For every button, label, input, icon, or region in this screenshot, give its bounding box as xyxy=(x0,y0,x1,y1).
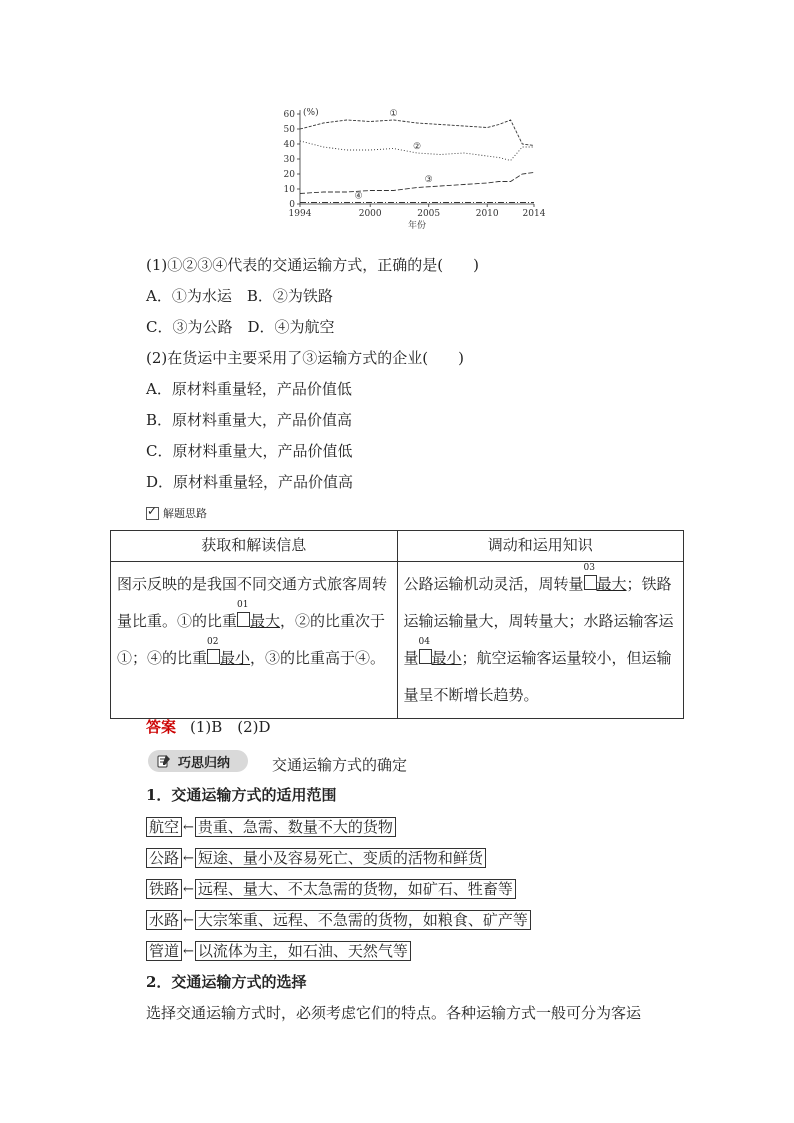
y-tick-label: 60 xyxy=(283,110,295,120)
arrow-left-icon: ← xyxy=(183,850,194,866)
paragraph: 选择交通运输方式时，必须考虑它们的特点。各种运输方式一般可分为客运 xyxy=(146,1004,642,1022)
mode-row-pipeline xyxy=(146,941,411,961)
writing-hand-icon xyxy=(156,753,172,769)
solution-tip-label xyxy=(146,505,207,521)
checkbox-icon xyxy=(146,507,159,520)
mode-box: 水路 xyxy=(146,910,182,930)
y-tick-label: 20 xyxy=(283,170,295,180)
y-tick-label: 10 xyxy=(283,185,295,195)
section-1-heading: 1．交通运输方式的适用范围 xyxy=(146,786,337,804)
blank-box xyxy=(207,637,220,664)
cell-text: ，②的比重次于①；④的比重 xyxy=(117,612,386,667)
answer-fill: 最小 xyxy=(431,649,462,667)
answer-line xyxy=(146,716,271,737)
answer-label: 答案 xyxy=(146,718,177,736)
summary-title: 交通运输方式的确定 xyxy=(272,756,408,774)
series-label-3: ③ xyxy=(424,175,433,185)
question-2-option-c: C．原材料重量大，产品价值低 xyxy=(146,442,353,460)
analysis-table xyxy=(110,530,684,719)
table-header-right: 调动和运用知识 xyxy=(397,531,684,562)
badge-label: 巧思归纳 xyxy=(178,755,231,771)
question-1-options-cd: C．③为公路 D．④为航空 xyxy=(146,318,335,336)
cell-text: ，③的比重高于④。 xyxy=(250,649,386,667)
y-tick-label: 40 xyxy=(283,140,295,150)
mode-row-road xyxy=(146,848,486,868)
series-label-4: ④ xyxy=(354,191,363,202)
series-label-2: ② xyxy=(412,142,422,152)
question-2: (2)在货运中主要采用了③运输方式的企业( ) xyxy=(146,349,464,367)
x-tick-label: 2014 xyxy=(522,209,546,219)
y-axis-label: (%) xyxy=(303,108,319,118)
arrow-left-icon: ← xyxy=(183,912,194,928)
blank-box xyxy=(237,600,250,627)
section-2-heading: 2．交通运输方式的选择 xyxy=(146,973,307,991)
line-chart xyxy=(276,104,546,244)
answer-fill: 最大 xyxy=(596,575,627,593)
x-axis-label: 年份 xyxy=(407,221,427,231)
blank-number: 03 xyxy=(583,563,595,573)
blank-number: 01 xyxy=(237,600,249,610)
question-2-option-b: B．原材料重量大，产品价值高 xyxy=(146,411,353,429)
series-line-3 xyxy=(300,173,534,194)
question-1: (1)①②③④代表的交通运输方式，正确的是( ) xyxy=(146,256,479,274)
series-label-1: ① xyxy=(389,109,398,119)
x-tick-label: 1994 xyxy=(288,209,312,219)
mode-row-rail xyxy=(146,879,516,899)
mode-row-water xyxy=(146,910,531,930)
cell-text: ；航空运输客运量较小，但运输量呈不断增长趋势。 xyxy=(403,649,672,704)
table-row xyxy=(111,562,684,719)
arrow-left-icon: ← xyxy=(183,819,194,835)
arrow-left-icon: ← xyxy=(183,881,194,897)
y-tick-label: 0 xyxy=(289,200,295,210)
question-2-option-d: D．原材料重量轻，产品价值高 xyxy=(146,473,354,491)
mode-desc-box: 短途、量小及容易死亡、变质的活物和鲜货 xyxy=(195,848,486,868)
chart-svg xyxy=(276,104,546,244)
mode-desc-box: 大宗笨重、远程、不急需的货物，如粮食、矿产等 xyxy=(195,910,531,930)
mode-desc-box: 远程、量大、不太急需的货物，如矿石、牲畜等 xyxy=(195,879,516,899)
cell-text: 公路运输机动灵活，周转量 xyxy=(403,575,584,593)
question-1-options-ab: A．①为水运 B．②为铁路 xyxy=(146,287,333,305)
mode-box: 管道 xyxy=(146,941,182,961)
answer-text: (1)B (2)D xyxy=(190,718,271,736)
table-cell-info xyxy=(111,562,398,719)
answer-fill: 最大 xyxy=(250,612,281,630)
x-tick-label: 2000 xyxy=(358,209,382,219)
mode-desc-box: 以流体为主，如石油、天然气等 xyxy=(195,941,411,961)
blank-number: 02 xyxy=(207,637,219,647)
cell-text: 图示反映的是我国不同交通方式旅客周转量比重。①的比重 xyxy=(117,575,388,630)
x-tick-label: 2005 xyxy=(417,209,441,219)
y-tick-label: 50 xyxy=(283,125,295,135)
answer-fill: 最小 xyxy=(220,649,251,667)
mode-box: 铁路 xyxy=(146,879,182,899)
mode-desc-box: 贵重、急需、数量不大的货物 xyxy=(195,817,396,837)
question-2-option-a: A．原材料重量轻，产品价值低 xyxy=(146,380,352,398)
blank-box xyxy=(418,637,432,664)
summary-badge xyxy=(148,750,248,772)
tip-label-text: 解题思路 xyxy=(163,507,207,520)
table-cell-knowledge xyxy=(397,562,684,719)
arrow-left-icon: ← xyxy=(183,943,194,959)
cell-text: ；铁路运输运输量大，周转量大；水路运输客运量 xyxy=(403,575,674,667)
blank-box xyxy=(583,563,597,590)
table-header-left: 获取和解读信息 xyxy=(111,531,398,562)
x-tick-label: 2010 xyxy=(475,209,499,219)
mode-box: 公路 xyxy=(146,848,182,868)
blank-number: 04 xyxy=(418,637,430,647)
mode-row-air xyxy=(146,817,396,837)
y-tick-label: 30 xyxy=(283,155,295,165)
mode-box: 航空 xyxy=(146,817,182,837)
table-header-row xyxy=(111,531,684,562)
